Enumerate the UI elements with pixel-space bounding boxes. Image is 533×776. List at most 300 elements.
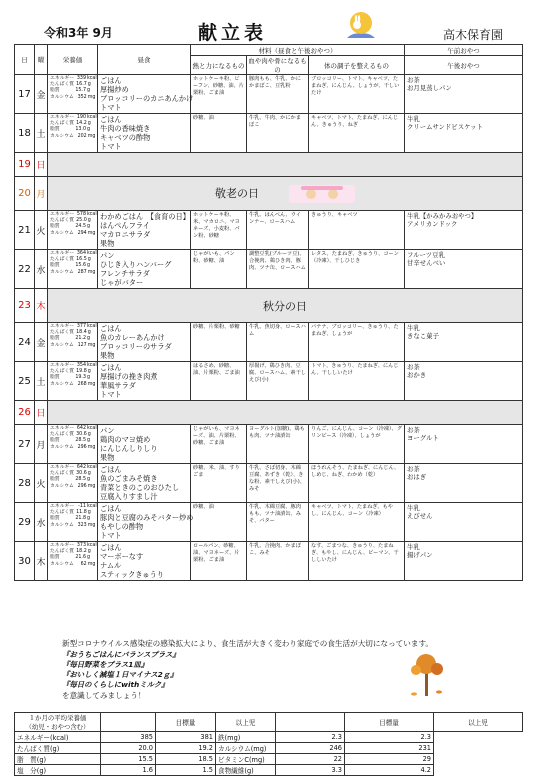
nutrient-label: 脂質 xyxy=(50,477,60,483)
ingredient-cell: トマト、きゅうり、たまねぎ、にんじん、干ししいたけ xyxy=(309,362,405,401)
col-weekday: 曜 xyxy=(35,45,48,75)
nutrient-label: 脂質 xyxy=(50,224,60,230)
avg-actual: 18.5 xyxy=(156,754,216,765)
day-number: 21 xyxy=(15,211,35,250)
avg-nutrient: たんぱく質(g) xyxy=(15,743,101,754)
nutrient-label: エネルギー xyxy=(50,76,74,81)
nutrient-value: 15.6 xyxy=(75,263,86,269)
avg-actual: 381 xyxy=(156,732,216,743)
day-row xyxy=(15,250,523,289)
nutrient-value: 16.7 xyxy=(76,82,87,88)
day-row xyxy=(15,542,523,581)
nutrient-value: 21.2 xyxy=(75,336,86,342)
avg-blank xyxy=(101,713,156,732)
nutrient-value: 323 xyxy=(77,522,87,528)
dish-item: 果物 xyxy=(100,239,115,248)
snack-item: おはぎ xyxy=(407,473,427,481)
avg-nutrient: 塩 分(g) xyxy=(15,765,101,776)
avg-label-line2: （幼児・おやつ含む） xyxy=(25,723,90,731)
day-number: 17 xyxy=(15,75,35,114)
ingredient-cell: 牛乳、合挽肉、かまぼこ、みそ xyxy=(247,542,309,581)
nutrition-line xyxy=(50,445,96,451)
nutrition-line xyxy=(50,484,96,490)
nutrient-value: 339 xyxy=(76,76,86,81)
dish-item: ひじき入りハンバーグ xyxy=(100,260,172,269)
snack-item: お茶 xyxy=(407,426,420,434)
nutrient-value: 28.5 xyxy=(75,477,86,483)
snack-item: クリームサンドビスケット xyxy=(407,123,483,131)
dish-item: 鶏肉のマヨ焼め xyxy=(100,435,151,444)
nutrient-unit: kcal xyxy=(87,543,97,548)
lunch-cell xyxy=(98,425,191,464)
school-name: 高木保育園 xyxy=(443,28,504,42)
avg-target: 246 xyxy=(276,743,345,754)
nutrient-unit: g xyxy=(87,375,91,381)
nutrient-unit: mg xyxy=(87,561,96,567)
avg-nutrient: 食物繊維(g) xyxy=(216,765,276,776)
nutrient-value: 28.5 xyxy=(75,438,86,444)
nutrition-line xyxy=(50,95,96,101)
nutrient-unit: g xyxy=(87,555,91,561)
nutrient-unit: mg xyxy=(87,522,96,528)
nutrient-label: たんぱく質 xyxy=(50,330,74,336)
dish-item: パン xyxy=(100,426,115,435)
day-row xyxy=(15,503,523,542)
ingredient-cell: じゃがいも、パン粉、砂糖、油 xyxy=(191,250,247,289)
dish-item: ブロッコリーのカニあんかけ xyxy=(100,94,194,103)
weekday: 金 xyxy=(35,75,48,114)
slogan-item: 『おうちごはんにバランスプラス』 xyxy=(62,650,180,659)
avg-actual: 19.2 xyxy=(156,743,216,754)
nutrient-unit: kcal xyxy=(87,324,97,329)
nutrient-value: 13.0 xyxy=(75,127,86,133)
day-row xyxy=(15,362,523,401)
weekday: 水 xyxy=(35,250,48,289)
col-ing-body: 血や肉や骨になるもの xyxy=(248,57,307,74)
day-row xyxy=(15,153,523,177)
day-number: 24 xyxy=(15,323,35,362)
nutrient-label: エネルギー xyxy=(50,504,74,509)
ingredient-cell: きゅうり、キャベツ xyxy=(309,211,405,250)
nutrition-line xyxy=(50,382,96,388)
lunch-cell xyxy=(98,250,191,289)
ingredient-cell: 豚肉もも、牛乳、かにかまぼこ、豆乳粉 xyxy=(247,75,309,114)
ingredient-cell: はるさめ、砂糖、油、片栗粉、ごま油 xyxy=(191,362,247,401)
nutrition-cell xyxy=(48,114,98,153)
dish-item: フレンチサラダ xyxy=(100,269,150,278)
nutrient-label: 脂質 xyxy=(50,263,60,269)
avg-head-target: 目標量 xyxy=(156,713,216,732)
dish-item: トマト xyxy=(100,142,122,151)
avg-nutrient: ビタミンC(mg) xyxy=(216,754,276,765)
snack-cell xyxy=(405,542,523,581)
weekday: 土 xyxy=(35,362,48,401)
dish-item: 厚揚炒め xyxy=(100,85,129,94)
nutrient-value: 19.3 xyxy=(75,375,86,381)
nutrient-label: 脂質 xyxy=(50,88,60,94)
nutrient-unit: g xyxy=(87,336,91,342)
nutrient-unit: g xyxy=(87,471,91,477)
dish-item: マカロニサラダ xyxy=(100,230,151,239)
col-lunch: 昼食 xyxy=(98,45,191,75)
nutrient-value: 127 xyxy=(77,342,87,348)
menu-table xyxy=(14,44,523,581)
weekday: 土 xyxy=(35,114,48,153)
nutrient-label: カルシウム xyxy=(50,342,74,348)
day-row xyxy=(15,425,523,464)
nutrient-value: 364 xyxy=(76,251,86,256)
nutrient-value: 642 xyxy=(76,426,86,431)
nutrient-unit: mg xyxy=(87,133,96,139)
ingredient-cell: 牛乳、木綿豆腐、豚肉もも、ツナ油漬缶、みそ、バター xyxy=(247,503,309,542)
dish-item: ごはん xyxy=(100,543,122,552)
avg-actual: 231 xyxy=(345,743,434,754)
ingredient-cell: ホットケーキ粉、ビーフン、砂糖、油、片栗粉、ごま油 xyxy=(191,75,247,114)
avg-actual: 29 xyxy=(345,754,434,765)
dish-item: トマト xyxy=(100,390,122,399)
ingredient-cell: 牛乳、さば切身、木綿豆腐、あずき（乾）、きな粉、素干しえび(小)、みそ xyxy=(247,464,309,503)
nutrient-value: 354 xyxy=(76,363,86,368)
dish-item: ごはん xyxy=(100,76,122,85)
nutrient-value: 287 xyxy=(77,269,87,275)
nutrient-unit: g xyxy=(87,369,91,375)
nutrient-value: 352 xyxy=(77,94,87,100)
nutrient-unit: g xyxy=(87,257,91,263)
col-pm-snack: 午後おやつ xyxy=(405,56,523,75)
dish-item: もやしの酢物 xyxy=(100,522,144,531)
nutrient-value: 377 xyxy=(76,324,86,329)
dish-item: はんぺんフライ xyxy=(100,221,150,230)
nutrient-label: たんぱく質 xyxy=(50,218,74,224)
snack-cell xyxy=(405,75,523,114)
nutrition-cell xyxy=(48,211,98,250)
nutrient-unit: g xyxy=(87,127,91,133)
nutrient-value: 30.6 xyxy=(76,432,87,438)
dish-item: 魚のカレーあんかけ xyxy=(100,333,165,342)
snack-item: 牛乳 xyxy=(407,543,420,551)
dish-item: ごはん xyxy=(100,324,122,333)
lunch-cell xyxy=(98,75,194,114)
nutrient-value: 18.2 xyxy=(76,549,87,555)
weekday: 火 xyxy=(35,464,48,503)
nutrient-unit: g xyxy=(87,432,91,438)
nutrient-value: 294 xyxy=(77,230,87,236)
nutrient-label: カルシウム xyxy=(50,522,74,528)
nutrient-value: 373 xyxy=(76,543,86,548)
nutrient-value: 24.5 xyxy=(75,224,86,230)
snack-item: お茶 xyxy=(407,76,420,84)
autumn-tree-icon xyxy=(406,650,448,700)
nutrient-unit: mg xyxy=(87,381,96,387)
col-ing-energy: 熱と力になるもの xyxy=(191,56,247,75)
lunch-cell xyxy=(98,211,191,250)
snack-item: 牛乳 xyxy=(407,115,420,123)
nutrient-unit: mg xyxy=(87,483,96,489)
ingredient-cell: ほうれんそう、たまねぎ、にんじん、しめじ、ねぎ、わかめ（乾） xyxy=(309,464,405,503)
nutrient-unit: g xyxy=(87,88,91,94)
day-row xyxy=(15,75,523,114)
nutrition-line xyxy=(50,523,96,529)
weekday: 木 xyxy=(35,542,48,581)
avg-head-actual: 以上児 xyxy=(216,713,276,732)
weekday: 水 xyxy=(35,503,48,542)
nutrient-unit: mg xyxy=(87,94,96,100)
nutrient-label: エネルギー xyxy=(50,115,74,120)
slogan-item: 『おいしく減塩１日マイナス2ｇ』 xyxy=(62,670,178,679)
dish-item: ナムル xyxy=(100,561,122,570)
nutrient-unit: g xyxy=(87,510,91,516)
nutrient-unit: kcal xyxy=(87,76,97,81)
col-nutrition: 栄養価 xyxy=(48,45,98,75)
dish-item: キャベツの酢物 xyxy=(100,133,151,142)
nutrient-label: たんぱく質 xyxy=(50,510,74,516)
dish-item: 華風サラダ xyxy=(100,381,136,390)
day-number: 28 xyxy=(15,464,35,503)
nutrition-cell xyxy=(48,75,98,114)
avg-target: 2.3 xyxy=(276,732,345,743)
nutrient-value: 296 xyxy=(77,483,87,489)
dish-item: 豆腐入りすまし汁 xyxy=(100,492,158,501)
lunch-cell xyxy=(98,503,194,542)
col-day: 日 xyxy=(15,45,35,75)
nutrient-label: エネルギー xyxy=(50,363,74,368)
nutrient-label: 脂質 xyxy=(50,516,60,522)
nutrient-value: 190 xyxy=(76,115,86,120)
nutrient-unit: g xyxy=(87,330,91,336)
col-ingredients: 材料（昼食と午後おやつ） xyxy=(191,45,405,56)
lunch-cell xyxy=(98,323,191,362)
avg-label-line1: １か月の平均栄養価 xyxy=(28,714,87,722)
nutrient-unit: kcal xyxy=(87,115,97,120)
dish-item: パン xyxy=(100,251,115,260)
ingredient-cell: 砂糖、片栗粉、砂糖 xyxy=(191,323,247,362)
ingredient-cell: ホットケーキ粉、米、マカロニ、マヨネーズ、小麦粉、パン粉、砂糖 xyxy=(191,211,247,250)
snack-item: お茶 xyxy=(407,363,420,371)
ingredient-cell: 砂糖、米、油、すりごま xyxy=(191,464,247,503)
avg-actual: 4.2 xyxy=(345,765,434,776)
avg-target: 22 xyxy=(276,754,345,765)
nutrient-label: カルシウム xyxy=(50,230,74,236)
nutrient-label: カルシウム xyxy=(50,561,74,567)
avg-actual: 2.3 xyxy=(345,732,434,743)
nutrient-value: 11.8 xyxy=(76,510,87,516)
page-title: 献立表 xyxy=(198,22,268,44)
avg-row xyxy=(15,765,523,776)
lunch-cell xyxy=(98,542,191,581)
ingredient-cell: ヨーグルト(加糖)、鶏もも肉、ツナ油漬缶 xyxy=(247,425,309,464)
avg-target: 15.5 xyxy=(101,754,156,765)
ingredient-cell: 砂糖、油 xyxy=(191,114,247,153)
nutrient-unit: g xyxy=(87,121,91,127)
nutrient-unit: g xyxy=(87,224,91,230)
nutrient-label: たんぱく質 xyxy=(50,369,74,375)
ingredient-cell: 牛乳、魚切身、ロースハム xyxy=(247,323,309,362)
day-row xyxy=(15,114,523,153)
dish-item: トマト xyxy=(100,103,122,112)
dish-item: 豚肉と豆腐のみそバター炒め xyxy=(100,513,194,522)
dish-item: ブロッコリーのサラダ xyxy=(100,342,172,351)
nutrition-line xyxy=(50,562,96,568)
holiday-cell xyxy=(48,177,523,211)
snack-item: きなこ菓子 xyxy=(407,332,439,340)
slogan-item: 『毎日野菜をプラス1皿』 xyxy=(62,660,149,669)
nutrient-unit: kcal xyxy=(87,465,97,470)
dish-item: 魚のごまみそ焼き xyxy=(100,474,158,483)
nutrient-unit: g xyxy=(87,218,91,224)
snack-item: 牛乳【かみかみおやつ】 xyxy=(407,212,478,220)
weekday: 金 xyxy=(35,323,48,362)
ingredient-cell: キャベツ、トマト、たまねぎ、にんじん、きゅうり、ねぎ xyxy=(309,114,405,153)
avg-row xyxy=(15,732,523,743)
nutrition-cell xyxy=(48,250,98,289)
day-number: 29 xyxy=(15,503,35,542)
nutrient-unit: g xyxy=(87,82,91,88)
dish-item: 果物 xyxy=(100,453,115,462)
ingredient-cell: なす、ごまつな、きゅうり、たまねぎ、もやし、にんじん、ピーマン、干ししいたけ xyxy=(309,542,405,581)
day-number: 18 xyxy=(15,114,35,153)
day-row xyxy=(15,211,523,250)
avg-blank xyxy=(276,713,345,732)
snack-item: アメリカンドック xyxy=(407,220,458,228)
avg-label xyxy=(15,713,101,732)
avg-target: 20.0 xyxy=(101,743,156,754)
avg-target: 3.3 xyxy=(276,765,345,776)
nutrient-unit: kcal xyxy=(87,212,97,217)
page-header xyxy=(0,0,533,44)
ingredient-cell: 厚揚げ、鶏ひき肉、豆腐、ロースハム、素干しえび(小) xyxy=(247,362,309,401)
nutrient-value: 19.8 xyxy=(76,369,87,375)
month-label: 令和3年 9月 xyxy=(44,26,113,40)
nutrient-label: たんぱく質 xyxy=(50,432,74,438)
average-nutrition-table xyxy=(14,712,523,776)
dish-item: ごはん xyxy=(100,363,122,372)
nutrient-label: 脂質 xyxy=(50,555,60,561)
elderly-couple-icon xyxy=(289,185,355,203)
dish-item: 青菜ときのこのおひたし xyxy=(100,483,180,492)
day-number: 19 xyxy=(15,153,35,177)
nutrient-value: -11 xyxy=(78,504,86,509)
ingredient-cell: キャベツ、トマト、たまねぎ、もやし、にんじん、コーン（冷凍） xyxy=(309,503,405,542)
nutrient-unit: mg xyxy=(87,269,96,275)
nutrition-cell xyxy=(48,542,98,581)
snack-cell xyxy=(405,211,523,250)
nutrient-unit: mg xyxy=(87,444,96,450)
nutrient-value: 21.6 xyxy=(75,555,86,561)
day-row xyxy=(15,464,523,503)
snack-item: おかき xyxy=(407,371,427,379)
avg-nutrient: 脂 質(g) xyxy=(15,754,101,765)
dish-item: じゃがバター xyxy=(100,278,144,287)
day-number: 25 xyxy=(15,362,35,401)
holiday-name: 秋分の日 xyxy=(263,299,307,313)
nutrient-label: カルシウム xyxy=(50,483,74,489)
nutrient-label: エネルギー xyxy=(50,426,74,431)
day-number: 26 xyxy=(15,401,35,425)
nutrient-value: 14.2 xyxy=(76,121,87,127)
dish-item: わかめごはん 【食育の日】 xyxy=(100,212,190,221)
lunch-cell xyxy=(98,464,191,503)
nutrient-label: カルシウム xyxy=(50,269,74,275)
ingredient-cell: 砂糖、油 xyxy=(191,503,247,542)
dish-item: 牛肉の香味焼き xyxy=(100,124,151,133)
col-ing-condition: 体の調子を整えるもの xyxy=(309,56,405,75)
nutrition-line xyxy=(50,134,96,140)
nutrient-unit: g xyxy=(87,549,91,555)
nutrient-unit: g xyxy=(87,516,91,522)
nutrition-line xyxy=(50,343,96,349)
ingredient-cell: ブロッコリー、トマト、キャベツ、たまねぎ、にんじん、しょうが、干しいたけ xyxy=(309,75,405,114)
nutrient-value: 642 xyxy=(76,465,86,470)
nutrient-label: たんぱく質 xyxy=(50,471,74,477)
nutrient-label: エネルギー xyxy=(50,251,74,256)
dish-item: スティックきゅうり xyxy=(100,570,164,579)
nutrient-label: たんぱく質 xyxy=(50,82,74,88)
nutrient-label: エネルギー xyxy=(50,212,74,217)
nutrient-label: 脂質 xyxy=(50,375,60,381)
snack-item: 牛乳 xyxy=(407,324,420,332)
nutrient-value: 18.4 xyxy=(76,330,87,336)
avg-nutrient: 鉄(mg) xyxy=(216,732,276,743)
nutrient-label: エネルギー xyxy=(50,465,74,470)
nutrient-label: カルシウム xyxy=(50,381,74,387)
day-number: 27 xyxy=(15,425,35,464)
day-number: 20 xyxy=(15,177,35,211)
nutrient-value: 15.7 xyxy=(75,88,86,94)
avg-nutrient: エネルギー(kcal) xyxy=(15,732,101,743)
holiday-blank xyxy=(48,401,523,425)
ingredient-cell: ロールパン、砂糖、油、マヨネーズ、片栗粉、ごま油 xyxy=(191,542,247,581)
weekday: 木 xyxy=(35,289,48,323)
avg-head-target: 目標量 xyxy=(345,713,434,732)
holiday-cell xyxy=(48,289,523,323)
nutrient-unit: kcal xyxy=(87,426,97,431)
nutrient-value: 296 xyxy=(77,444,87,450)
ingredient-cell: レタス、たまねぎ、きゅうり、コーン（冷凍）、干しひじき xyxy=(309,250,405,289)
nutrition-cell xyxy=(48,362,98,401)
day-number: 22 xyxy=(15,250,35,289)
avg-actual: 1.5 xyxy=(156,765,216,776)
nutrient-label: エネルギー xyxy=(50,543,74,548)
nutrient-label: 脂質 xyxy=(50,127,60,133)
nutrient-unit: mg xyxy=(87,342,96,348)
nutrient-label: 脂質 xyxy=(50,438,60,444)
snack-cell xyxy=(405,250,523,289)
menu-body xyxy=(15,75,523,581)
snack-item: フルーツ豆乳 xyxy=(407,251,445,259)
ingredient-cell: 牛乳、はんぺん、ウインナー、ロースハム xyxy=(247,211,309,250)
nutrition-line xyxy=(50,270,96,276)
nutrient-value: 578 xyxy=(76,212,86,217)
nutrient-value: 30.6 xyxy=(76,471,87,477)
nutrient-label: カルシウム xyxy=(50,444,74,450)
holiday-blank xyxy=(48,153,523,177)
nutrient-label: たんぱく質 xyxy=(50,549,74,555)
nutrient-unit: g xyxy=(87,477,91,483)
day-number: 30 xyxy=(15,542,35,581)
nutrition-cell xyxy=(48,425,98,464)
ingredient-cell: 調整豆乳(ブルーツ豆)、合挽肉、鶏ひき肉、豚肉、ツナ缶、ロースハム xyxy=(247,250,309,289)
avg-target: 385 xyxy=(101,732,156,743)
dish-item: ごはん xyxy=(100,115,122,124)
snack-item: えびせん xyxy=(407,512,433,520)
avg-head-actual: 以上児 xyxy=(434,713,523,732)
col-am-snack: 午前おやつ xyxy=(405,45,523,56)
snack-item: ヨーグルト xyxy=(407,434,439,442)
dish-item: 厚揚げの挽き肉煮 xyxy=(100,372,158,381)
nutrient-label: エネルギー xyxy=(50,324,74,329)
snack-cell xyxy=(405,425,523,464)
nutrition-line xyxy=(50,231,96,237)
